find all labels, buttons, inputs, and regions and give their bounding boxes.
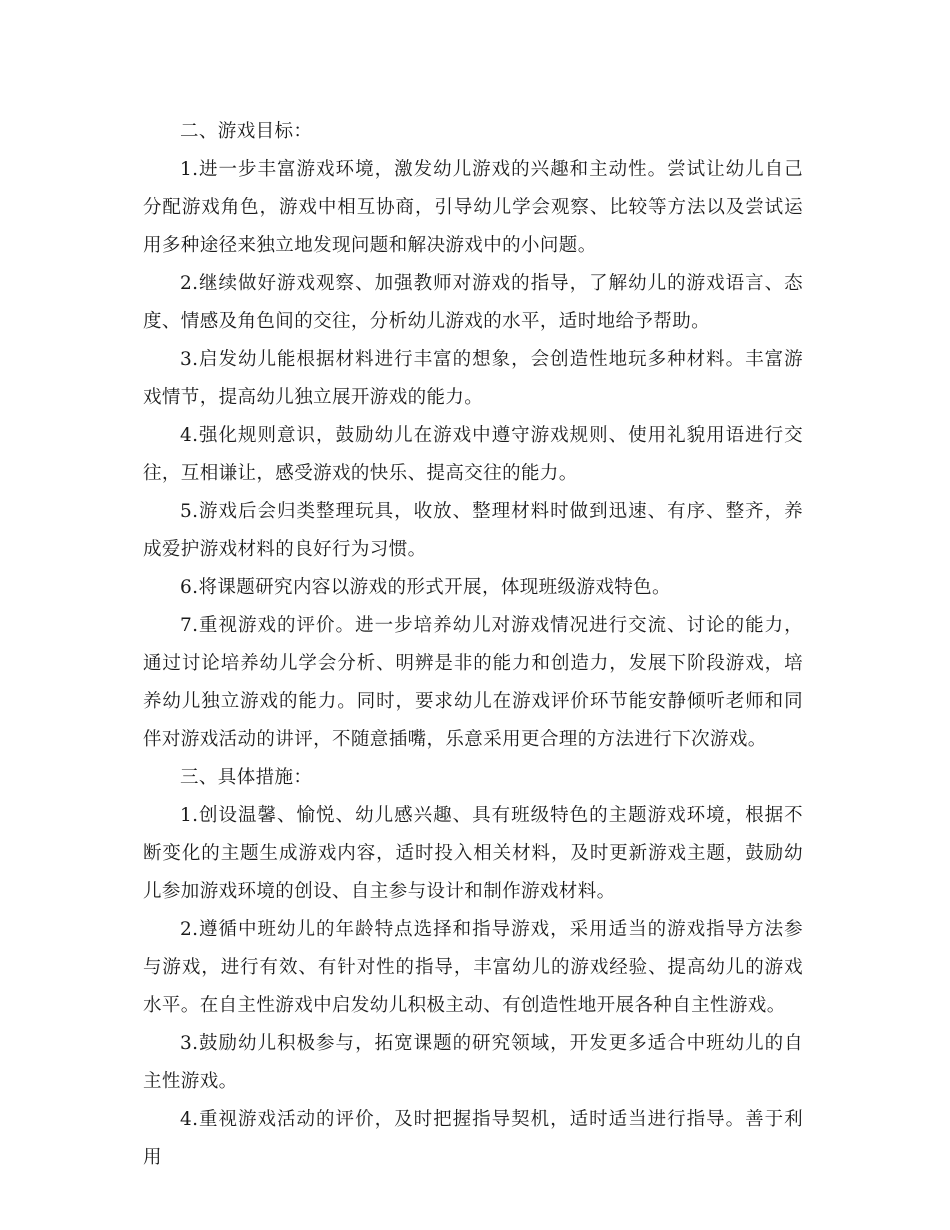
goal-item-1: 1.进一步丰富游戏环境，激发幼儿游戏的兴趣和主动性。尝试让幼儿自己分配游戏角色，游戏中相互协商，引导幼儿学会观察、比较等方法以及尝试运用多种途径来独立地发现问题和解决游戏中的小问题。 bbox=[143, 159, 803, 256]
measure-item-4: 4.重视游戏活动的评价，及时把握指导契机，适时适当进行指导。善于利用 bbox=[143, 1109, 803, 1168]
section-heading-measures: 三、具体措施： bbox=[180, 767, 313, 788]
goal-item-7: 7.重视游戏的评价。进一步培养幼儿对游戏情况进行交流、讨论的能力，通过讨论培养幼儿学会分析、明辨是非的能力和创造力，发展下阶段游戏，培养幼儿独立游戏的能力。同时，要求幼儿在游戏评价环节能安静倾听老师和同伴对游戏活动的讲评，不随意插嘴，乐意采用更合理的方法进行下次游戏。 bbox=[143, 615, 803, 750]
measure-item-1: 1.创设温馨、愉悦、幼儿感兴趣、具有班级特色的主题游戏环境，根据不断变化的主题生成游戏内容，适时投入相关材料，及时更新游戏主题，鼓励幼儿参加游戏环境的创设、自主参与设计和制作游戏材料。 bbox=[143, 805, 803, 902]
goal-item-5: 5.游戏后会归类整理玩具，收放、整理材料时做到迅速、有序、整齐，养成爱护游戏材料的良好行为习惯。 bbox=[143, 501, 803, 560]
goal-item-2: 2.继续做好游戏观察、加强教师对游戏的指导，了解幼儿的游戏语言、态度、情感及角色间的交往，分析幼儿游戏的水平，适时地给予帮助。 bbox=[143, 273, 803, 332]
goal-item-4: 4.强化规则意识，鼓励幼儿在游戏中遵守游戏规则、使用礼貌用语进行交往，互相谦让，感受游戏的快乐、提高交往的能力。 bbox=[143, 425, 803, 484]
section-heading-goals: 二、游戏目标： bbox=[180, 121, 313, 142]
measure-item-2: 2.遵循中班幼儿的年龄特点选择和指导游戏，采用适当的游戏指导方法参与游戏，进行有效、有针对性的指导，丰富幼儿的游戏经验、提高幼儿的游戏水平。在自主性游戏中启发幼儿积极主动、有创造性地开展各种自主性游戏。 bbox=[143, 919, 803, 1016]
goal-item-6: 6.将课题研究内容以游戏的形式开展，体现班级游戏特色。 bbox=[180, 577, 671, 598]
measure-item-3: 3.鼓励幼儿积极参与，拓宽课题的研究领域，开发更多适合中班幼儿的自主性游戏。 bbox=[143, 1033, 803, 1092]
goal-item-3: 3.启发幼儿能根据材料进行丰富的想象，会创造性地玩多种材料。丰富游戏情节，提高幼儿独立展开游戏的能力。 bbox=[143, 349, 803, 408]
document-body bbox=[143, 113, 803, 1177]
